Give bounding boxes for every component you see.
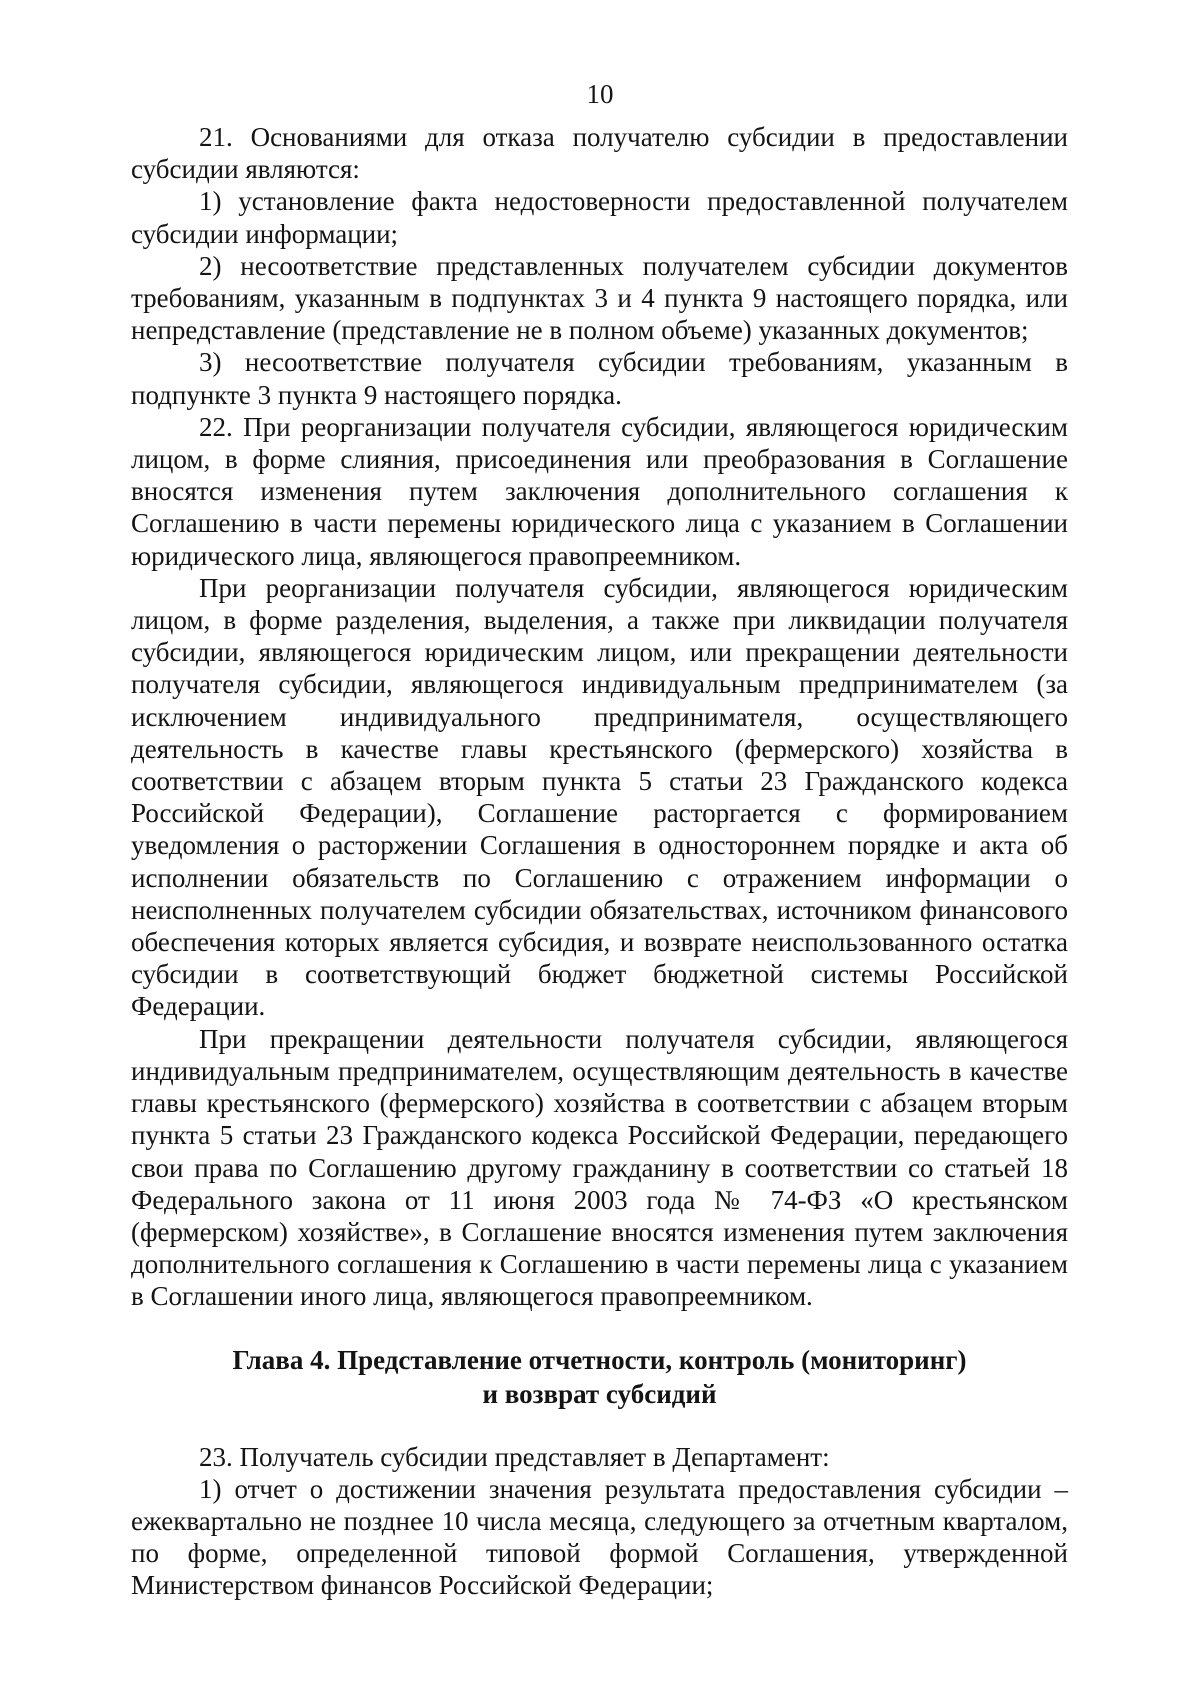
paragraph-21-item-3: 3) несоответствие получателя субсидии требованиям, указанным в подпункте 3 пункта 9 настоящего порядка.: [131, 347, 1068, 410]
paragraph-23: 23. Получатель субсидии представляет в Департамент:: [199, 1441, 830, 1472]
paragraph-22: 22. При реорганизации получателя субсидии, являющегося юридическим лицом, в форме слияния, присоединения или преобразования в Соглашение вносятся изменения путем заключения дополнительного соглашения к Соглашению в части перемены юридического лица с указанием в Соглашении юридического лица, являющегося правопреемником.: [131, 411, 1068, 571]
paragraph-21-item-1: 1) установление факта недостоверности предоставленной получателем субсидии информации;: [131, 186, 1068, 249]
paragraph-22-part-2: При реорганизации получателя субсидии, являющегося юридическим лицом, в форме разделения, выделения, а также при ликвидации получателя субсидии, являющегося юридическим лицом, или прекращении деятельности получателя субсидии, являющегося индивидуальным предпринимателем (за исключением индивидуального предпринимателя, осуществляющего деятельность в качестве главы крестьянского (фермерского) хозяйства в соответствии с абзацем вторым пункта 5 статьи 23 Гражданского кодекса Российской Федерации), Соглашение расторгается с формированием уведомления о расторжении Соглашения в одностороннем порядке и акта об исполнении обязательств по Соглашению с отражением информации о неисполненных получателем субсидии обязательствах, источником финансового обеспечения которых является субсидия, и возврате неиспользованного остатка субсидии в соответствующий бюджет бюджетной системы Российской Федерации.: [131, 572, 1068, 1022]
paragraph-21-item-2: 2) несоответствие представленных получателем субсидии документов требованиям, указанным в подпунктах 3 и 4 пункта 9 настоящего порядка, или непредставление (представление не в полном объеме) указанных документов;: [131, 250, 1068, 346]
page-number: 10: [586, 79, 614, 109]
paragraph-23-item-1: 1) отчет о достижении значения результата предоставления субсидии – ежеквартально не позднее 10 числа месяца, следующего за отчетным кварталом, по форме, определенной типовой формой Соглашения, утвержденной Министерством финансов Российской Федерации;: [131, 1473, 1068, 1601]
document-body: [131, 121, 1068, 1602]
paragraph-21: 21. Основаниями для отказа получателю субсидии в предоставлении субсидии являются:: [131, 122, 1068, 185]
chapter-heading-line-2: и возврат субсидий: [482, 1378, 717, 1409]
chapter-heading: [131, 1343, 1068, 1411]
chapter-heading-line-1: Глава 4. Представление отчетности, контроль (мониторинг): [232, 1344, 967, 1375]
paragraph-22-part-3: При прекращении деятельности получателя субсидии, являющегося индивидуальным предпринимателем, осуществляющим деятельность в качестве главы крестьянского (фермерского) хозяйства в соответствии с абзацем вторым пункта 5 статьи 23 Гражданского кодекса Российской Федерации, передающего свои права по Соглашению другому гражданину в соответствии со статьей 18 Федерального закона от 11 июня 2003 года № 74-ФЗ «О крестьянском (фермерском) хозяйстве», в Соглашение вносятся изменения путем заключения дополнительного соглашения к Соглашению в части перемены лица с указанием в Соглашении иного лица, являющегося правопреемником.: [131, 1023, 1068, 1312]
